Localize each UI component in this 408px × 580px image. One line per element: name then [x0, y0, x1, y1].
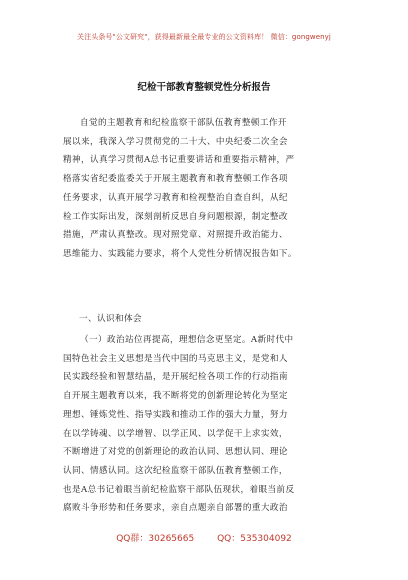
text-line: 自觉的主题教育和纪检监察干部队伍教育整顿工作开 — [80, 118, 287, 128]
text-line: 认同、情感认同。这次纪检监察干部队伍教育整顿工作， — [63, 465, 288, 476]
text-line: 任务要求，认真开展学习教育和检视整治自查自纠，从纪 — [63, 192, 288, 203]
text-line: 措施，严肃认真整改。现对照党章、对照提升政治能力、 — [63, 230, 288, 241]
text-line: （一）政治站位再提高，理想信念更坚定。A新时代中 — [80, 335, 294, 345]
paragraph-section-1 — [63, 331, 347, 518]
text-line: 腐败斗争形势和任务要求，亲自点题亲自部署的重大政治 — [63, 503, 288, 514]
qq-group: QQ群：30265665 — [116, 534, 195, 544]
text-line: 民实践经验和智慧结晶，是开展纪检各项工作的行动指南 — [63, 372, 288, 383]
text-line: 理想、锤炼党性、指导实践和推动工作的强大力量，努力 — [63, 409, 288, 420]
paragraph-intro — [63, 114, 347, 264]
text-line: 不断增进了对党的创新理论的政治认同、思想认同、理论 — [63, 447, 288, 458]
section-heading: 一、认识和体会 — [79, 314, 142, 324]
text-line: 格落实省纪委监委关于开展主题教育和教育整顿工作各项 — [63, 174, 288, 185]
footer-contact — [0, 531, 408, 544]
qq-number: QQ：535304092 — [217, 534, 292, 544]
text-line: 检工作实际出发，深刻剖析反思自身问题根源，制定整改 — [63, 211, 288, 222]
text-line: 展以来，我深入学习贯彻党的二十大、中央纪委二次全会 — [63, 136, 288, 147]
text-line: 在以学铸魂、以学增智、以学正风、以学促干上求实效， — [63, 428, 288, 439]
text-line: 精神，认真学习贯彻A总书记重要讲话和重要指示精神，严 — [63, 155, 295, 166]
text-line: 思维能力、实践能力要求，将个人党性分析情况报告如下。 — [63, 248, 297, 259]
header-note: 关注头条号"公文研究"，获得最新最全最专业的公文资料库！ 微信：gongwenyj — [77, 33, 331, 41]
text-line: 自开展主题教育以来，我不断将党的创新理论转化为坚定 — [63, 391, 288, 402]
document-title: 纪检干部教育整顿党性分析报告 — [137, 82, 271, 93]
text-line: 国特色社会主义思想是当代中国的马克思主义，是党和人 — [63, 353, 288, 364]
text-line: 也是A总书记着眼当前纪检监察干部队伍现状，着眼当前反 — [63, 484, 295, 495]
